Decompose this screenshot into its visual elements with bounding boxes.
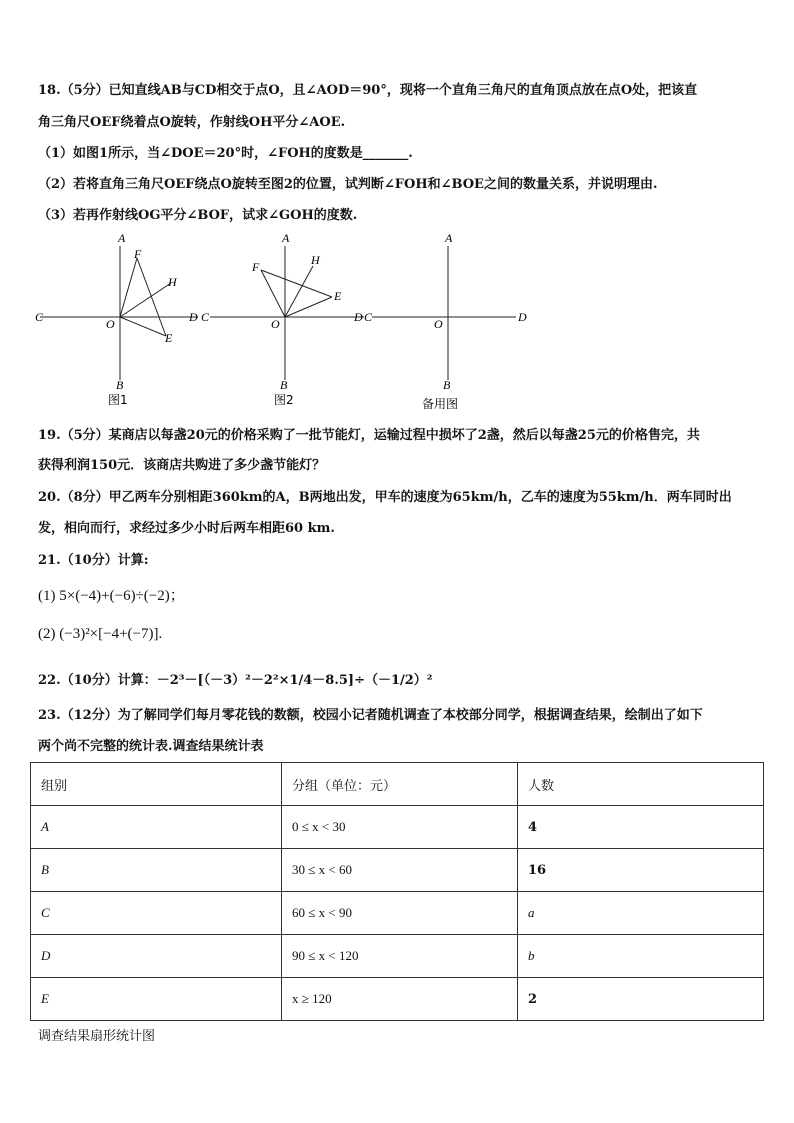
table-row	[31, 806, 764, 849]
q19-line2: 获得利润150元．该商店共购进了多少盏节能灯？	[38, 458, 326, 473]
fig3-label-a: A	[445, 231, 453, 245]
row-group: D	[31, 935, 282, 978]
fig1-label-a: A	[118, 231, 126, 245]
table-row	[31, 935, 764, 978]
fig3-label-o: O	[434, 317, 443, 331]
q18-line2: 角三角尺OEF绕着点O旋转，作射线OH平分∠AOE.	[38, 115, 346, 130]
fig2-label-f: F	[252, 260, 260, 274]
row-count: 4	[518, 806, 764, 849]
row-range: 90 ≤ x < 120	[282, 935, 518, 978]
q18-line4: （2）若将直角三角尺OEF绕点O旋转至图2的位置，试判断∠FOH和∠BOE之间的数量关系，并说明理由.	[38, 177, 658, 192]
q18-line1: 18.（5分）已知直线AB与CD相交于点O，且∠AOD＝90°，现将一个直角三角尺的直角顶点放在点O处，把该直	[38, 83, 698, 98]
row-group: E	[31, 978, 282, 1021]
fig1-label-c: C	[35, 310, 44, 324]
row-range: 30 ≤ x < 60	[282, 849, 518, 892]
fig3-label-c: C	[364, 310, 373, 324]
table-row	[31, 892, 764, 935]
survey-table	[30, 762, 764, 1021]
q18-line3: （1）如图1所示，当∠DOE＝20°时，∠FOH的度数是_______.	[38, 146, 413, 161]
row-group: A	[31, 806, 282, 849]
fig1-label-f: F	[134, 247, 142, 261]
q23-line2: 两个尚不完整的统计表.调查结果统计表	[38, 739, 264, 754]
table-row	[31, 978, 764, 1021]
row-count: 2	[518, 978, 764, 1021]
row-group: C	[31, 892, 282, 935]
q21-part1: (1) 5×(−4)+(−6)÷(−2)；	[38, 588, 185, 604]
fig2-label-o: O	[271, 317, 280, 331]
figure-1	[40, 246, 198, 380]
fig3-label-b: B	[443, 378, 451, 392]
q22-line: 22.（10分）计算：－2³－[（－3）²－2²×1/4－8.5]÷（－1/2）²	[38, 673, 433, 688]
q20-line2: 发，相向而行，求经过多少小时后两车相距60 km.	[38, 521, 335, 536]
q21-title: 21.（10分）计算:	[38, 553, 149, 568]
fig1-label-b: B	[116, 378, 124, 392]
q20-line1: 20.（8分）甲乙两车分别相距360km的A，B两地出发，甲车的速度为65km/h，乙车的速度为55km/h．两车同时出	[38, 490, 732, 505]
fig2-label-h: H	[311, 253, 320, 267]
q21-part2: (2) (−3)²×[−4+(−7)].	[38, 626, 163, 642]
fig2-caption: 图2	[274, 393, 294, 407]
fig3-label-d: D	[518, 310, 527, 324]
fig3-caption: 备用图	[422, 397, 459, 411]
row-range: 0 ≤ x < 30	[282, 806, 518, 849]
header-group: 组别	[31, 763, 282, 806]
fig2-label-b: B	[280, 378, 288, 392]
q19-line1: 19.（5分）某商店以每盏20元的价格采购了一批节能灯，运输过程中损坏了2盏，然后以每盏25元的价格售完，共	[38, 428, 700, 443]
q18-line5: （3）若再作射线OG平分∠BOF，试求∠GOH的度数.	[38, 208, 358, 223]
table-row	[31, 849, 764, 892]
fig1-caption: 图1	[108, 393, 128, 407]
table-header-row	[31, 763, 764, 806]
fig2-label-c: C	[201, 310, 210, 324]
figure-backup	[372, 246, 516, 380]
fig2-label-e: E	[334, 289, 342, 303]
header-count: 人数	[518, 763, 764, 806]
fig1-label-d: D	[189, 310, 198, 324]
figures-svg	[30, 228, 550, 418]
figure-2	[210, 246, 364, 380]
q23-line1: 23.（12分）为了解同学们每月零花钱的数额，校园小记者随机调查了本校部分同学，根据调查结果，绘制出了如下	[38, 708, 703, 723]
row-count: b	[518, 935, 764, 978]
header-range: 分组（单位：元）	[282, 763, 518, 806]
geometry-figures	[30, 228, 550, 418]
row-count: 16	[518, 849, 764, 892]
q23-footer: 调查结果扇形统计图	[38, 1029, 156, 1044]
fig1-label-o: O	[106, 317, 115, 331]
row-group: B	[31, 849, 282, 892]
fig1-label-h: H	[168, 275, 177, 289]
row-count: a	[518, 892, 764, 935]
fig2-label-d: D	[354, 310, 363, 324]
fig2-label-a: A	[282, 231, 290, 245]
row-range: 60 ≤ x < 90	[282, 892, 518, 935]
row-range: x ≥ 120	[282, 978, 518, 1021]
fig1-label-e: E	[165, 331, 173, 345]
